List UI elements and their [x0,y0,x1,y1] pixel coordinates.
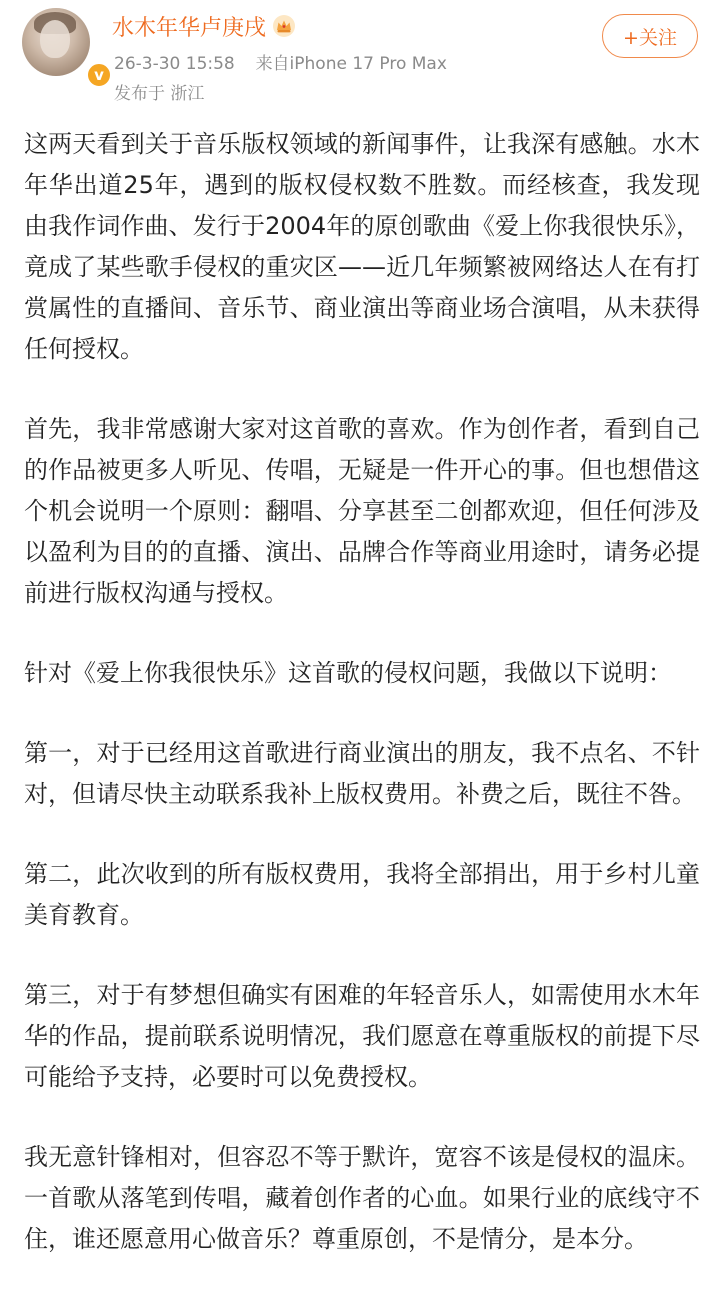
author-row [112,8,296,44]
post-paragraph: 第一，对于已经用这首歌进行商业演出的朋友，我不点名、不针对，但请尽快主动联系我补上版权费用。补费之后，既往不咎。 [24,739,700,808]
post-paragraph: 针对《爱上你我很快乐》这首歌的侵权问题，我做以下说明： [24,659,672,687]
verified-v-icon: v [86,62,112,88]
post-paragraph: 我无意针锋相对，但容忍不等于默许，宽容不该是侵权的温床。一首歌从落笔到传唱，藏着创作者的心血。如果行业的底线守不住，谁还愿意用心做音乐？尊重原创，不是情分，是本分。 [24,1143,700,1253]
post-paragraph: 这两天看到关于音乐版权领域的新闻事件，让我深有感触。水木年华出道25年，遇到的版权侵权数不胜数。而经核查，我发现由我作词作曲、发行于2004年的原创歌曲《爱上你我很快乐》，竟成了某些歌手侵权的重灾区——近几年频繁被网络达人在有打赏属性的直播间、音乐节、商业演出等商业场合演唱，从未获得任何授权。 [24,130,700,363]
post-body [24,124,700,1299]
post-paragraph: 第二，此次收到的所有版权费用，我将全部捐出，用于乡村儿童美育教育。 [24,860,700,929]
post-paragraph: 第三，对于有梦想但确实有困难的年轻音乐人，如需使用水木年华的作品，提前联系说明情况，我们愿意在尊重版权的前提下尽可能给予支持，必要时可以免费授权。 [24,981,700,1091]
post-timestamp: 26-3-30 15:58 [114,54,235,74]
post-location: 发布于 浙江 [114,84,205,104]
avatar-face [40,20,70,58]
author-name[interactable]: 水木年华卢庚戌 [112,15,267,41]
post-source: 来自iPhone 17 Pro Max [255,54,447,74]
crown-icon [272,14,296,38]
post-paragraph: 首先，我非常感谢大家对这首歌的喜欢。作为创作者，看到自己的作品被更多人听见、传唱，无疑是一件开心的事。但也想借这个机会说明一个原则：翻唱、分享甚至二创都欢迎，但任何涉及以盈利为目的的直播、演出、品牌合作等商业用途时，请务必提前进行版权沟通与授权。 [24,415,700,607]
avatar[interactable] [22,8,104,84]
post-header [0,0,720,120]
follow-button[interactable]: +关注 [602,14,698,58]
post-meta [114,49,447,74]
